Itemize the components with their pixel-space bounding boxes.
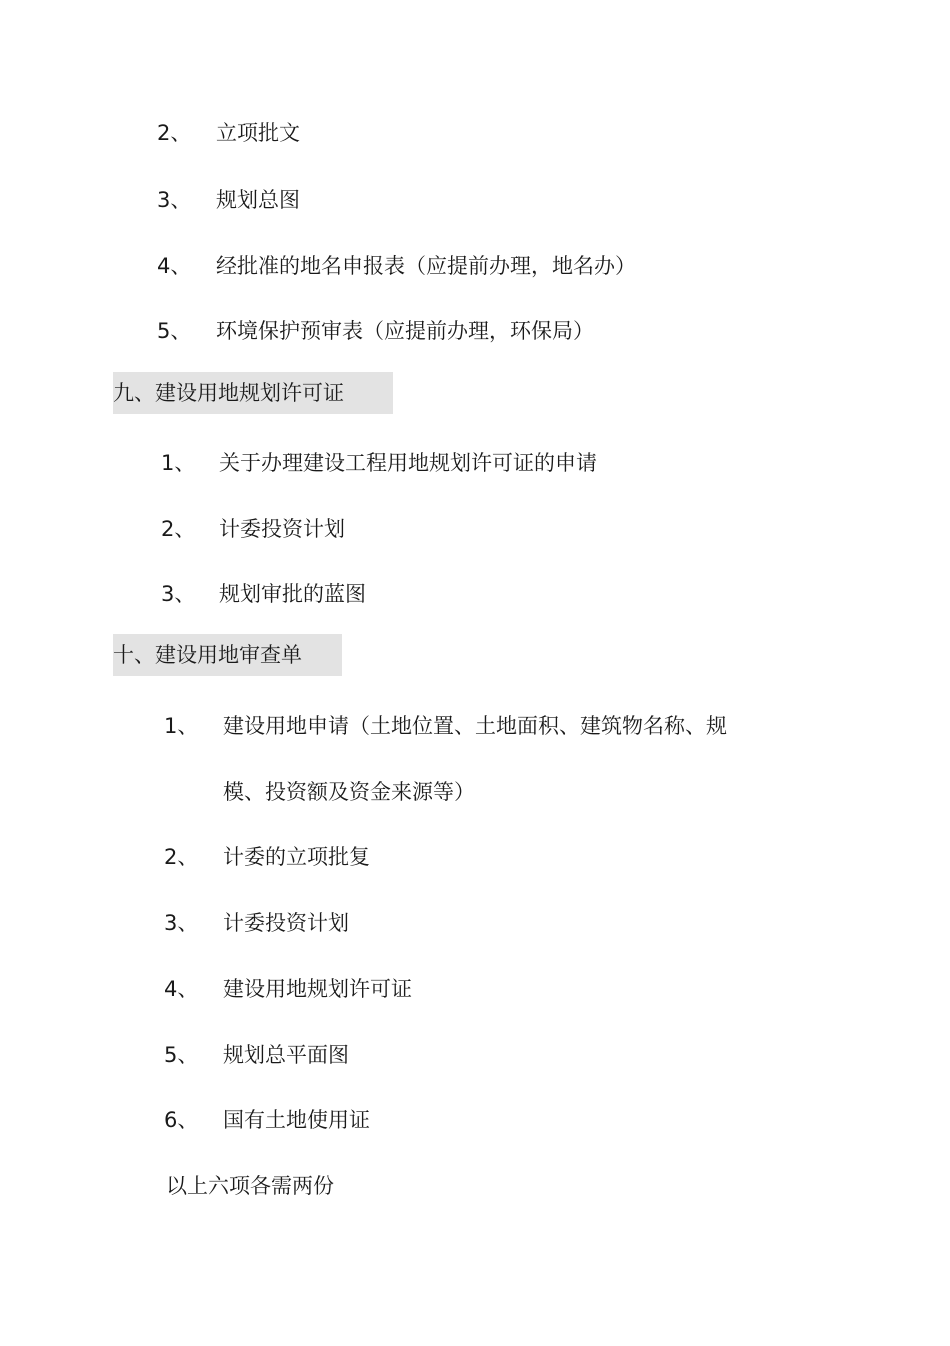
list-item-text: 规划审批的蓝图 <box>219 582 366 606</box>
section-heading-text: 九、建设用地规划许可证 <box>113 381 344 405</box>
list-item <box>0 251 950 281</box>
list-item-text: 计委投资计划 <box>219 517 345 541</box>
list-item-text: 关于办理建设工程用地规划许可证的申请 <box>219 451 597 475</box>
list-item-number: 3、 <box>161 582 196 606</box>
list-item-text: 规划总图 <box>216 188 300 212</box>
list-item <box>0 908 950 938</box>
list-item <box>0 711 950 741</box>
list-item-text: 建设用地申请（土地位置、土地面积、建筑物名称、规 <box>223 714 727 738</box>
list-item-text: 计委投资计划 <box>223 911 349 935</box>
list-item-number: 5、 <box>157 319 192 343</box>
list-item <box>0 1040 950 1070</box>
list-item-text-continuation: 模、投资额及资金来源等） <box>223 780 475 804</box>
note-text: 以上六项各需两份 <box>166 1174 334 1198</box>
list-item-text: 环境保护预审表（应提前办理，环保局） <box>216 319 594 343</box>
list-item-number: 4、 <box>164 977 199 1001</box>
list-item-number: 3、 <box>164 911 199 935</box>
list-item-number: 5、 <box>164 1043 199 1067</box>
list-item-number: 2、 <box>161 517 196 541</box>
list-item-text: 建设用地规划许可证 <box>223 977 412 1001</box>
list-item-text: 经批准的地名申报表（应提前办理，地名办） <box>216 254 636 278</box>
list-item-text: 立项批文 <box>216 121 300 145</box>
list-item <box>0 514 950 544</box>
list-item-number: 1、 <box>161 451 196 475</box>
section-heading <box>113 634 342 676</box>
list-item-continuation <box>0 777 950 807</box>
list-item-text: 计委的立项批复 <box>223 845 370 869</box>
list-item <box>0 316 950 346</box>
list-item-number: 2、 <box>157 121 192 145</box>
list-item-text: 国有土地使用证 <box>223 1108 370 1132</box>
list-item <box>0 974 950 1004</box>
list-item-number: 2、 <box>164 845 199 869</box>
list-item-number: 3、 <box>157 188 192 212</box>
section-heading-text: 十、建设用地审查单 <box>113 643 302 667</box>
list-item <box>0 448 950 478</box>
section-heading <box>113 372 393 414</box>
list-item-number: 4、 <box>157 254 192 278</box>
list-item <box>0 579 950 609</box>
list-item <box>0 118 950 148</box>
list-item-number: 6、 <box>164 1108 199 1132</box>
list-item-text: 规划总平面图 <box>223 1043 349 1067</box>
list-item <box>0 842 950 872</box>
list-item <box>0 185 950 215</box>
list-item <box>0 1105 950 1135</box>
list-item-number: 1、 <box>164 714 199 738</box>
